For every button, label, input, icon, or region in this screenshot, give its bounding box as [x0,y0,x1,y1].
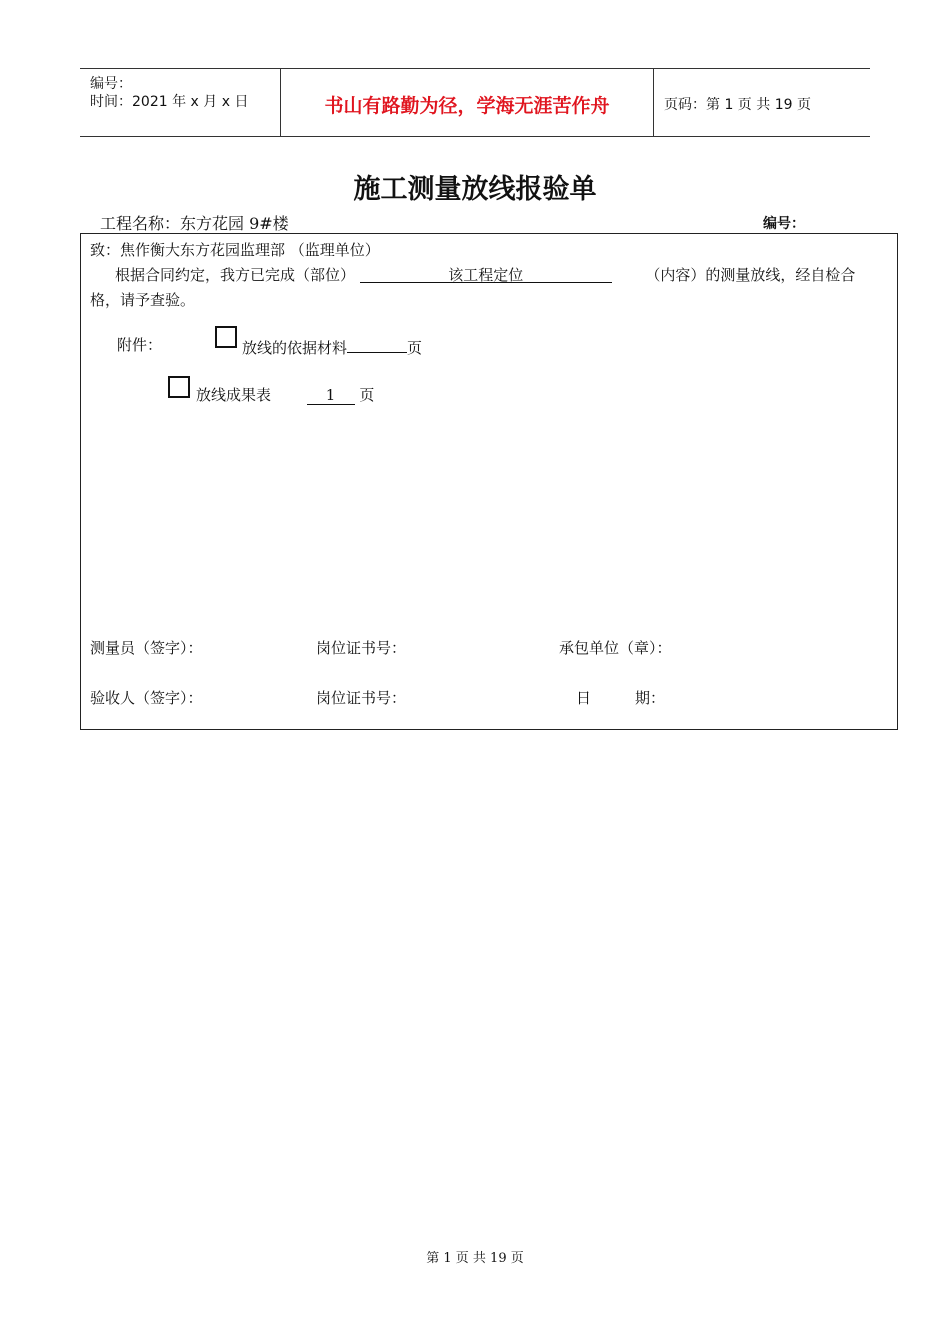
date-label-2: 期： [635,689,666,707]
header-time-label: 时间：2021 年 x 月 x 日 [90,94,249,110]
acceptor-signature-label: 验收人（签字）： [90,689,203,707]
part-field[interactable]: 该工程定位 [360,264,612,283]
document-header [80,68,870,137]
contractor-seal-label: 承包单位（章）： [559,639,672,657]
date-label-1: 日 [576,689,592,707]
attachment-2-line [196,384,374,405]
attachments-label: 附件： [117,336,163,354]
header-page-info: 页码：第 1 页 共 19 页 [664,97,811,113]
header-info-cell [80,69,281,136]
surveyor-signature-label: 测量员（签字）： [90,639,203,657]
header-page-cell [654,69,870,136]
attachment-1-line [242,334,422,358]
project-name: 工程名称：东方花园 9#楼 [100,214,289,233]
attachment-1-text: 放线的依据材料 [242,339,348,357]
attachment-1-pages-field[interactable] [347,334,407,353]
addressee-line: 致：焦作衡大东方花园监理部 （监理单位） [90,241,380,259]
acceptor-cert-label: 岗位证书号： [316,689,407,707]
attachment-2-pages-field[interactable]: 1 [307,386,355,405]
header-motto: 书山有路勤为径，学海无涯苦作舟 [324,95,610,117]
intro-line-2: 格，请予查验。 [90,291,196,309]
attachment-2-text: 放线成果表 [196,386,272,404]
attachment-2-unit: 页 [359,386,375,404]
document-title: 施工测量放线报验单 [353,174,597,205]
intro-line [115,264,855,285]
attachment-2-checkbox[interactable] [168,376,190,398]
attachment-1-unit: 页 [407,339,423,357]
form-box [80,233,898,730]
surveyor-cert-label: 岗位证书号： [316,639,407,657]
intro-prefix: 根据合同约定，我方已完成（部位） [115,266,356,284]
header-motto-cell [281,69,654,136]
header-number-label: 编号： [90,76,132,92]
intro-suffix: （内容）的测量放线，经自检合 [645,266,856,284]
document-number-label: 编号： [763,216,805,232]
attachment-1-checkbox[interactable] [215,326,237,348]
page-footer: 第 1 页 共 19 页 [426,1251,524,1266]
